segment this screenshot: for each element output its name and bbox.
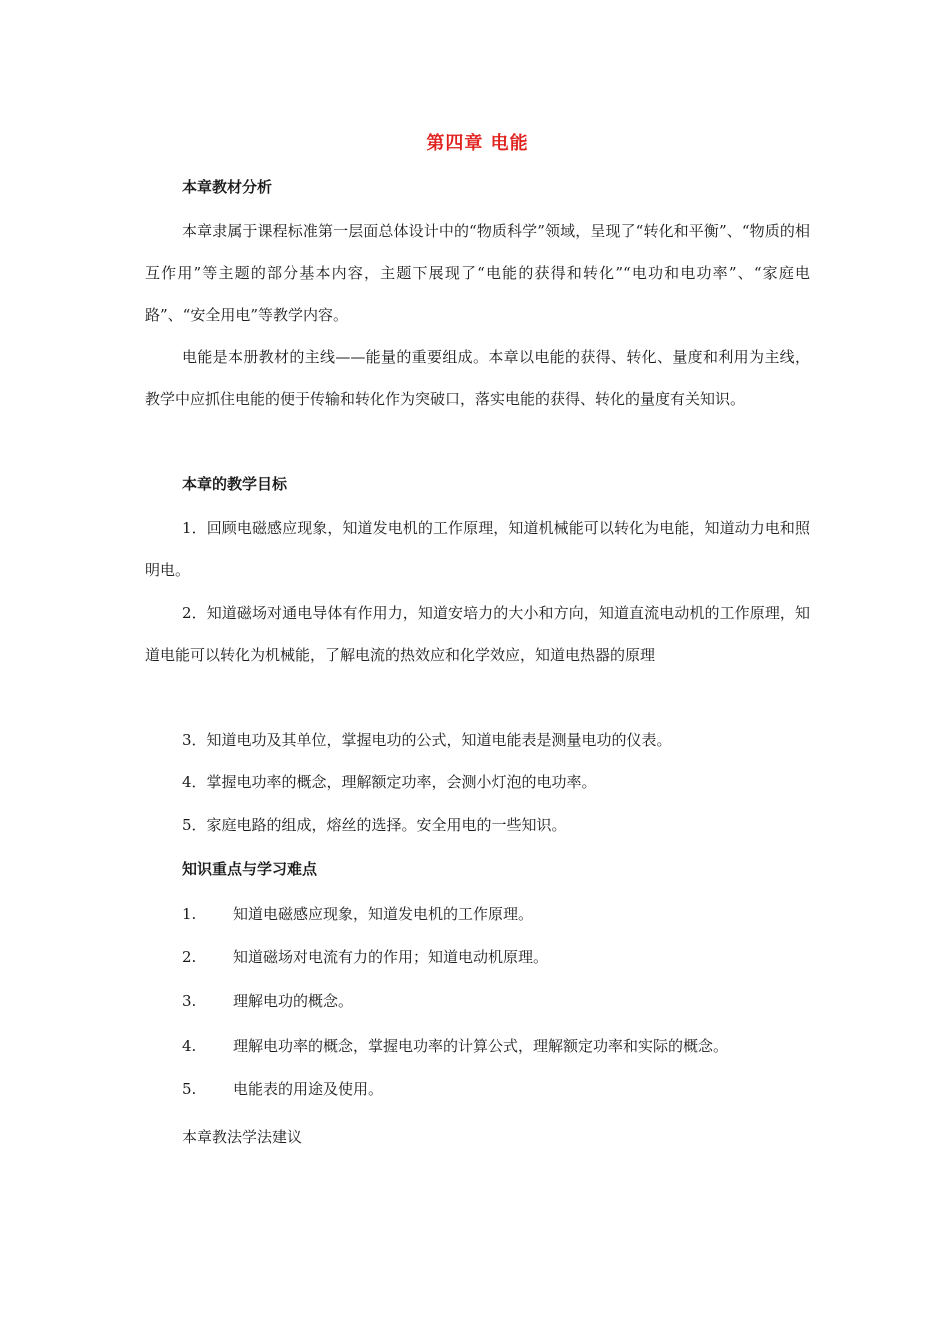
key-point-number: 4.	[182, 1037, 197, 1055]
section-heading-key-points: 知识重点与学习难点	[182, 860, 318, 878]
key-point-number: 5.	[182, 1080, 197, 1098]
section-heading-analysis: 本章教材分析	[182, 178, 273, 196]
key-point-item	[182, 990, 353, 1012]
goal-item-5: 5．家庭电路的组成，熔丝的选择。安全用电的一些知识。	[182, 816, 567, 834]
chapter-title: 第四章 电能	[426, 133, 529, 154]
goal-item-2: 2．知道磁场对通电导体有作用力，知道安培力的大小和方向，知道直流电动机的工作原理，知道电能可以转化为机械能，了解电流的热效应和化学效应，知道电热器的原理	[145, 604, 810, 664]
key-point-item	[182, 946, 548, 968]
key-point-number: 1.	[182, 905, 197, 923]
key-point-item	[182, 903, 533, 925]
goal-item-3: 3．知道电功及其单位，掌握电功的公式，知道电能表是测量电功的仪表。	[182, 731, 672, 749]
section-heading-methods: 本章教法学法建议	[182, 1128, 303, 1146]
key-point-item	[182, 1078, 383, 1100]
analysis-paragraph-1: 本章隶属于课程标准第一层面总体设计中的“物质科学”领域，呈现了“转化和平衡”、“物质的相互作用”等主题的部分基本内容，主题下展现了“电能的获得和转化”“电功和电功率”、“家庭电路”、“安全用电”等教学内容。	[145, 222, 810, 324]
key-point-text: 理解电功率的概念，掌握电功率的计算公式，理解额定功率和实际的概念。	[233, 1037, 729, 1055]
key-point-number: 3.	[182, 992, 197, 1010]
key-point-text: 电能表的用途及使用。	[233, 1080, 384, 1098]
key-point-text: 理解电功的概念。	[233, 992, 354, 1010]
key-point-text: 知道磁场对电流有力的作用；知道电动机原理。	[233, 948, 549, 966]
section-heading-goals: 本章的教学目标	[182, 475, 288, 493]
analysis-paragraph-2: 电能是本册教材的主线——能量的重要组成。本章以电能的获得、转化、量度和利用为主线，教学中应抓住电能的便于传输和转化作为突破口，落实电能的获得、转化的量度有关知识。	[145, 348, 810, 408]
key-point-text: 知道电磁感应现象，知道发电机的工作原理。	[233, 905, 534, 923]
key-point-item	[182, 1035, 728, 1057]
key-point-number: 2.	[182, 948, 197, 966]
goal-item-1: 1．回顾电磁感应现象，知道发电机的工作原理，知道机械能可以转化为电能，知道动力电和照明电。	[145, 519, 810, 579]
goal-item-4: 4．掌握电功率的概念，理解额定功率，会测小灯泡的电功率。	[182, 773, 597, 791]
